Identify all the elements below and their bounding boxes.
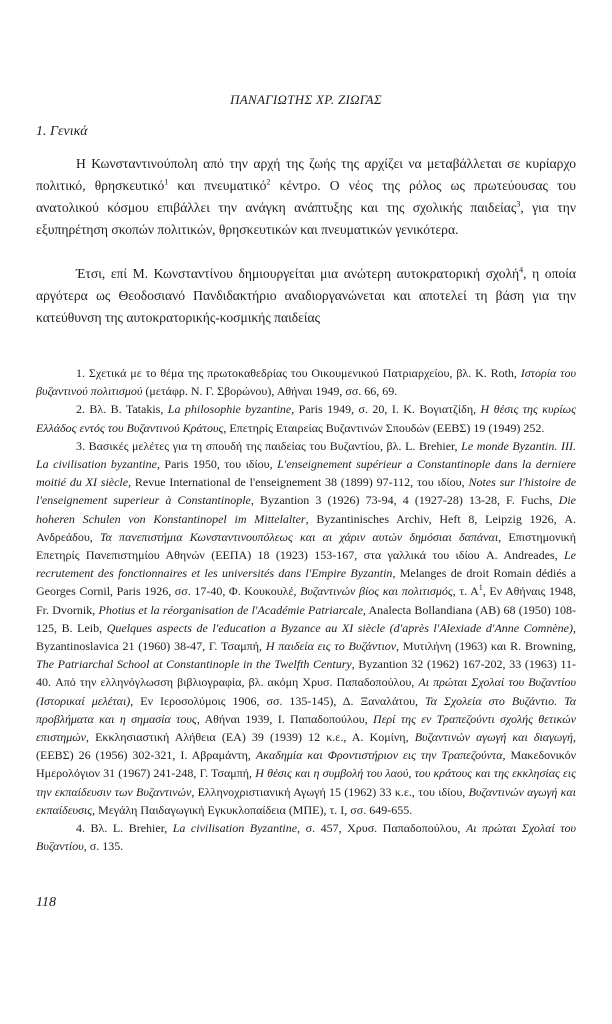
body-paragraph-1 bbox=[36, 153, 576, 241]
volume-superscript: 1 bbox=[478, 583, 483, 593]
footnote-1 bbox=[36, 364, 576, 400]
note-title: Quelques aspects de l'education a Byzance au XI siècle (d'après l'Alexiade d'Anne Comnène) bbox=[106, 620, 573, 635]
note-text: , Byzantinoslavica 21 (1960) 38-47, Γ. Τσαμπή, bbox=[36, 620, 576, 654]
note-text: , Melanges de droit Romain dédiés a Georges Cornil, Paris 1926, σσ. 17-40, Φ. Κουκουλέ, bbox=[36, 566, 577, 599]
note-title: Ακαδημία και Φροντιστήριον εις την Τραπεζούντα bbox=[255, 748, 503, 763]
note-text: , Μακεδονικόν Ημερολόγιον 31 (1967) 241-248, Γ. Τσαμπή, bbox=[36, 748, 577, 781]
note-title: Le recrutement des fonctionnaires et les universités dans l'Empire Byzantin bbox=[36, 548, 576, 581]
note-title: Η θέσις της κυρίως Ελλάδος εντός του Βυζαντινού Κράτους bbox=[36, 402, 576, 435]
page-number: 118 bbox=[36, 895, 56, 910]
note-title: Βυζαντινών βίος και πολιτισμός bbox=[300, 584, 453, 599]
note-text: , (ΕΕΒΣ) 26 (1956) 302-321, Ι. Αβραμάντη, bbox=[36, 730, 576, 763]
note-title: La civilisation Byzantine bbox=[172, 821, 298, 836]
footnote-ref[interactable]: 3 bbox=[516, 199, 521, 209]
footnotes bbox=[36, 364, 576, 855]
note-title: Τα πανεπιστήμια Κωνσταντινουπόλεως και αι χάριν αυτών δημόσιαι δαπάναι bbox=[99, 529, 499, 544]
note-text: , Paris 1949, σ. 20, Ι. Κ. Βογιατζίδη, bbox=[291, 402, 481, 417]
note-text: , Byzantion 32 (1962) 167-202, 33 (1963) 11-40. Από την ελληνόγλωσση βιβλιογραφία, βλ. ακόμη Χρυσ. Παπαδοπούλου, bbox=[36, 657, 577, 690]
note-title: The Patriarchal School at Constantinople in the Twelfth Century bbox=[36, 657, 352, 672]
note-text: , Εκκλησιαστική Αλήθεια (ΕΑ) 39 (1939) 12 κ.ε., Α. Κομίνη, bbox=[85, 730, 415, 745]
note-title: Ιστορία του βυζαντινού πολιτισμού bbox=[36, 366, 576, 399]
body-text: Έτσι, επί Μ. Κωνσταντίνου δημιουργείται μια ανώτερη αυτοκρατορική σχολή bbox=[76, 266, 520, 281]
note-title: L'enseignement supérieur a Constantinople dans la derniere moitié du XI siècle bbox=[36, 457, 576, 490]
footnote-ref[interactable]: 1 bbox=[164, 177, 169, 187]
note-title: Τα Σχολεία στο Βυζάντιο. Τα προβλήματα και η σημασία τους bbox=[36, 693, 576, 726]
note-text: 4. Βλ. L. Brehier, bbox=[76, 821, 173, 836]
note-title: Βυζαντινών αγωγή και εκπαίδευσις bbox=[36, 784, 576, 817]
note-title: Περί της εν Τραπεζούντι σχολής θετικών επιστημών bbox=[36, 711, 577, 745]
note-text: , Ελληνοχριστιανική Αγωγή 15 (1962) 33 κ.ε., του ιδίου, bbox=[191, 784, 469, 799]
note-text: , Αθήναι 1939, Ι. Παπαδοπούλου, bbox=[196, 711, 374, 726]
note-text: , Επιστημονική Επετηρίς Πανεπιστημίου Αθηνών (ΕΕΠΑ) 18 (1923) 153-167, στα γαλλικά του ιδίου A. Andreades, bbox=[36, 529, 576, 563]
note-title: Notes sur l'histoire de l'enseignement superieur à Constantinople bbox=[36, 475, 577, 508]
note-title: Βυζαντινών αγωγή και διαγωγή bbox=[414, 730, 573, 745]
body-text: και πνευματικό bbox=[168, 178, 267, 193]
body-paragraph-2 bbox=[36, 263, 576, 329]
note-text: , Εν Ιεροσολύμοις 1906, σσ. 135-145), Δ. Ξαναλάτου, bbox=[130, 693, 426, 708]
note-text: 1. Σχετικά με το θέμα της πρωτοκαθεδρίας του Οικουμενικού Πατριαρχείου, βλ. K. Roth, bbox=[76, 366, 521, 380]
footnote-ref[interactable]: 2 bbox=[266, 177, 271, 187]
note-title: Le monde Byzantin. III. La civilisation byzantine bbox=[36, 438, 576, 472]
note-text: , τ. Α bbox=[452, 584, 479, 599]
note-title: Die hoheren Schulen von Konstantinopel im Mittelalter bbox=[36, 493, 576, 526]
running-header: ΠΑΝΑΓΙΩΤΗΣ ΧΡ. ΖΙΩΓΑΣ bbox=[230, 92, 382, 107]
note-title: Αι πρώται Σχολαί του Βυζαντίου (Ιστορικαί μελέται) bbox=[36, 675, 576, 708]
footnote-ref[interactable]: 4 bbox=[519, 265, 524, 275]
note-text: , Επετηρίς Εταιρείας Βυζαντινών Σπουδών (ΕΕΒΣ) 19 (1949) 252. bbox=[223, 420, 545, 435]
note-title: Photius et la réorganisation de l'Académie Patriarcale bbox=[98, 602, 363, 617]
body-text: , για την εξυπηρέτηση σκοπών πολιτικών, θρησκευτικών και πνευματικών γενικότερα. bbox=[36, 200, 576, 237]
footnote-3 bbox=[36, 437, 576, 819]
note-text: , Revue International de l'enseignement 38 (1899) 97-112, του ιδίου, bbox=[128, 475, 469, 490]
body-text: , η οποία αργότερα ως Θεοδοσιανό Πανδιδακτήριο αναδιοργανώνεται και αποτελεί τη βάση για την κατεύθυνση της αυτοκρατορικής-κοσμικής παιδείας bbox=[36, 266, 577, 325]
note-text: 3. Βασικές μελέτες για τη σπουδή της παιδείας του Βυζαντίου, βλ. L. Brehier, bbox=[76, 438, 462, 453]
note-text: , Byzantinisches Archiv, Heft 8, Leipzig 1926, Α. Ανδρεάδου, bbox=[36, 511, 576, 544]
note-text: , Paris 1950, του ιδίου, bbox=[156, 457, 278, 472]
note-title: Η θέσις και η συμβολή του λαού, του κράτους και της εκκλησίας εις την εκπαίδευσιν των Βυζαντινών bbox=[36, 766, 576, 799]
note-title: Αι πρώται Σχολαί του Βυζαντίου bbox=[36, 821, 577, 854]
body-text: κέντρο. Ο νέος της ρόλος ως πρωτεύουσας του ανατολικού κόσμου επιβάλλει την ανάγκη ανάπτυξης και της σχολικής παιδείας bbox=[36, 178, 576, 215]
section-title: 1. Γενικά bbox=[36, 124, 88, 139]
note-text: , Analecta Bollandiana (AB) 68 (1950) 108-125, B. Leib, bbox=[36, 602, 576, 635]
footnote-2 bbox=[36, 400, 576, 436]
note-text: 2. Βλ. B. Tatakis, bbox=[76, 402, 168, 417]
note-text: , Εν Αθήναις 1948, Fr. Dvornik, bbox=[36, 584, 576, 617]
note-text: , σ. 457, Χρυσ. Παπαδοπούλου, bbox=[297, 821, 466, 836]
note-text: , σ. 135. bbox=[83, 839, 124, 854]
note-title: La philosophie byzantine bbox=[167, 402, 292, 417]
note-text: , Byzantion 3 (1926) 73-94, 4 (1927-28) 13-28, F. Fuchs, bbox=[250, 493, 559, 508]
note-text: , Μεγάλη Παιδαγωγική Εγκυκλοπαίδεια (ΜΠΕ), τ. Ι, σσ. 649-655. bbox=[92, 802, 413, 817]
note-text: , Μυτιλήνη (1963) και R. Browning, bbox=[396, 639, 576, 654]
note-text: (μετάφρ. Ν. Γ. Σβορώνου), Αθήναι 1949, σσ. 66, 69. bbox=[142, 384, 398, 399]
footnote-4 bbox=[36, 819, 576, 855]
body-text: Η Κωνσταντινούπολη από την αρχή της ζωής της αρχίζει να μεταβάλλεται σε κυρίαρχο πολιτικό, θρησκευτικό bbox=[36, 156, 576, 193]
note-title: Η παιδεία εις το Βυζάντιον bbox=[265, 639, 397, 654]
